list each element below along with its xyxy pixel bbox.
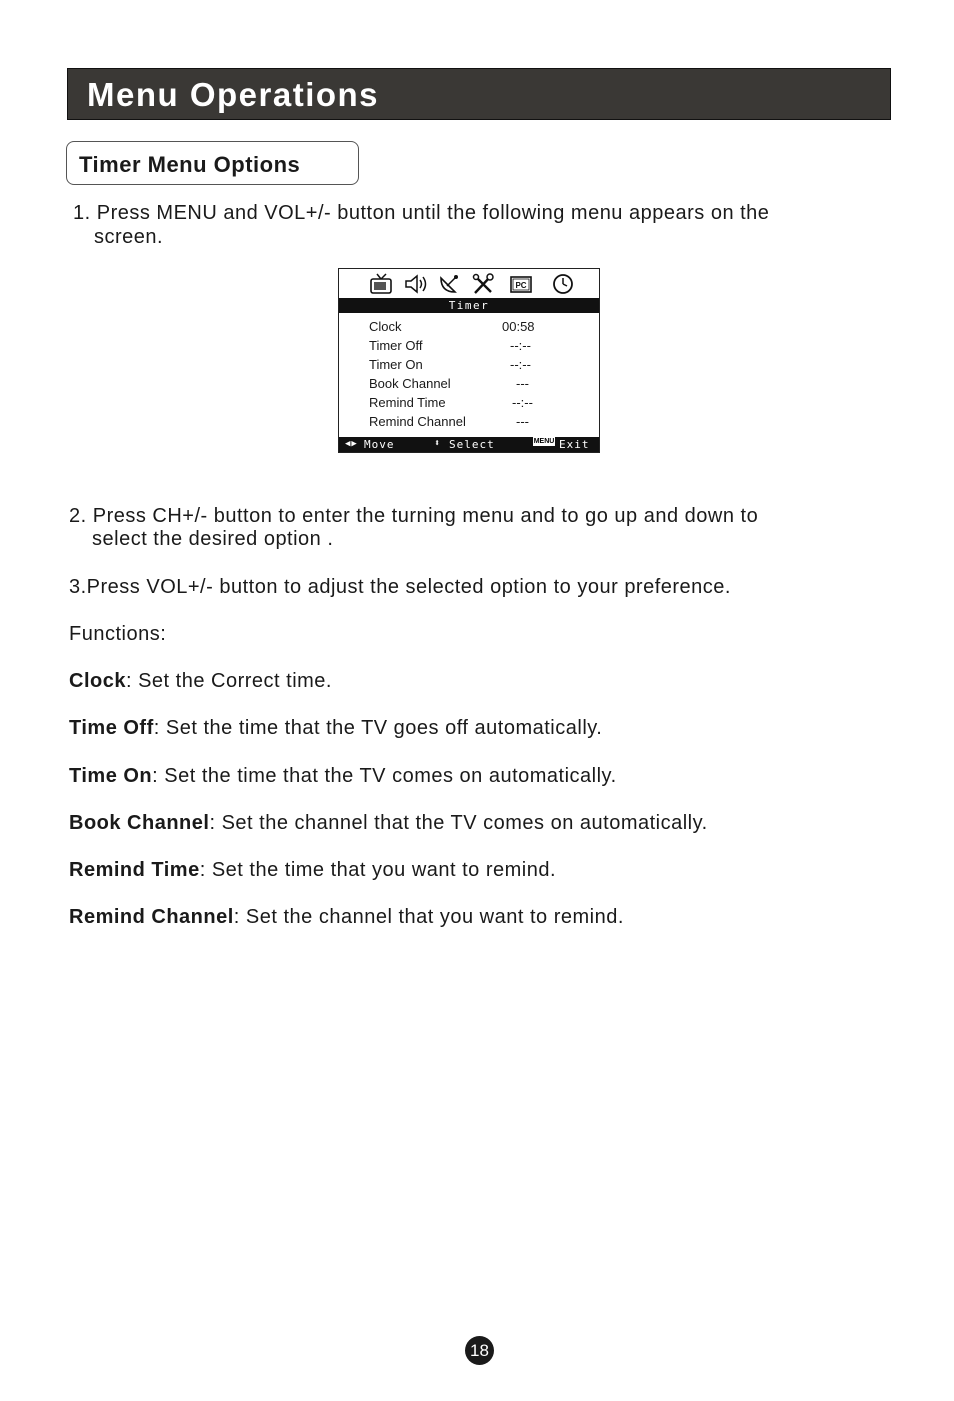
osd-row-value: --:-- [512,395,533,410]
osd-row-clock [369,319,579,338]
pc-icon-label: PC [515,281,527,290]
step-1-line-1: 1. Press MENU and VOL+/- button until the following menu appears on the [73,202,770,224]
step-2-line-2: select the desired option . [92,528,334,550]
osd-row-label: Book Channel [369,376,451,391]
osd-row-label: Clock [369,319,402,334]
function-term: Book Channel [69,812,210,834]
osd-row-value: --:-- [510,357,531,372]
function-item-time-off [69,716,602,740]
function-desc: : Set the channel that the TV comes on automatically. [209,812,708,834]
function-desc: : Set the time that the TV comes on automatically. [152,765,617,787]
clock-icon [551,273,575,295]
page-title: Menu Operations [87,76,380,113]
osd-row-value: --:-- [510,338,531,353]
osd-timer-menu [338,268,600,453]
step-3: 3.Press VOL+/- button to adjust the selected option to your preference. [69,576,731,598]
function-desc: : Set the channel that you want to remind. [233,906,624,928]
osd-row-label: Remind Channel [369,414,466,429]
page-number: 18 [465,1336,494,1365]
osd-row-label: Timer On [369,357,423,372]
pc-icon [509,273,533,295]
osd-row-timer-on [369,357,579,376]
function-term: Time Off [69,717,154,739]
section-title: Timer Menu Options [79,152,301,177]
function-item-time-on [69,764,617,788]
tools-icon [471,273,495,295]
function-item-remind-time [69,858,556,882]
left-right-arrows-icon: ◀▶ [345,439,358,449]
osd-exit-label: Exit [559,438,590,451]
function-term: Time On [69,765,153,787]
function-term: Clock [69,670,126,692]
osd-row-value: --- [516,414,529,429]
osd-row-label: Timer Off [369,338,423,353]
menu-badge-icon: MENU [533,438,555,445]
function-desc: : Set the Correct time. [125,670,332,692]
speaker-icon [403,273,429,295]
function-term: Remind Channel [69,906,234,928]
section-heading-box [66,141,359,185]
step-2-line-1: 2. Press CH+/- button to enter the turning menu and to go up and down to [69,505,759,527]
function-item-clock [69,669,332,693]
satellite-dish-icon [437,273,461,295]
osd-row-value: 00:58 [502,319,535,334]
step-1-line-2: screen. [94,226,164,248]
osd-title-bar: Timer [339,298,599,313]
osd-icon-bar [339,273,599,299]
osd-row-book-channel [369,376,579,395]
osd-row-value: --- [516,376,529,391]
osd-row-remind-time [369,395,579,414]
up-down-arrows-icon: ⬍ [434,438,442,449]
function-item-book-channel [69,811,708,835]
function-term: Remind Time [69,859,200,881]
osd-select-label: Select [449,438,495,451]
function-desc: : Set the time that you want to remind. [199,859,557,881]
osd-row-timer-off [369,338,579,357]
osd-row-label: Remind Time [369,395,446,410]
osd-row-remind-channel [369,414,579,433]
osd-move-label: Move [364,438,395,451]
function-desc: : Set the time that the TV goes off automatically. [153,717,603,739]
header-banner [67,68,891,120]
functions-heading: Functions: [69,623,167,645]
osd-footer-bar [339,437,599,452]
function-item-remind-channel [69,905,624,929]
tv-icon [369,273,393,295]
